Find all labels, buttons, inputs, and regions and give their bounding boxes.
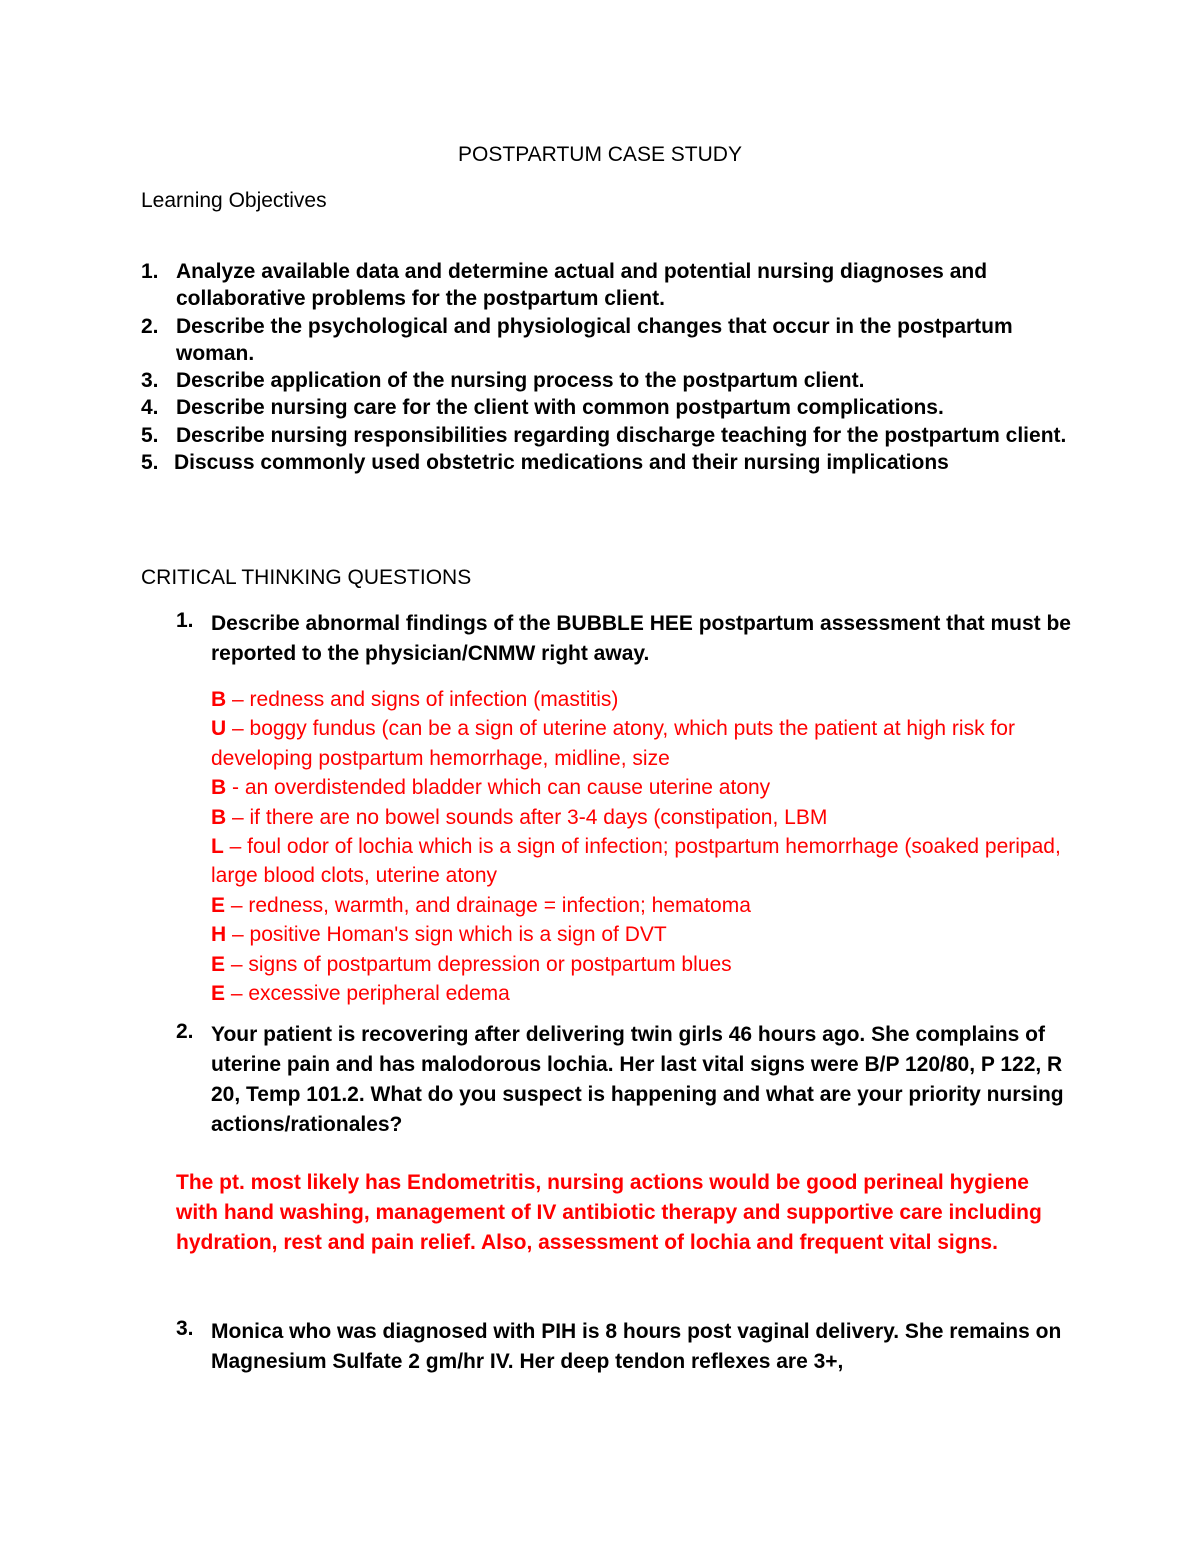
answer-item [211,773,1061,802]
answer-item [211,714,1061,773]
answer-letter: E [211,952,226,976]
questions-heading: CRITICAL THINKING QUESTIONS [141,566,472,589]
question-item [176,1020,1076,1257]
objective-text: Describe nursing care for the client with common postpartum complications. [176,396,944,420]
objectives-list [141,258,1081,476]
answer-item [211,950,1061,979]
answer-text: – if there are no bowel sounds after 3-4 days (constipation, LBM [226,805,828,829]
answer-text: – excessive peripheral edema [225,982,510,1006]
objective-number: 3. [141,369,159,393]
question-text: Your patient is recovering after delivering twin girls 46 hours ago. She complains of uterine pain and has malodorous lochia. Her last vital signs were B/P 120/80, P 122, R 20, Temp 101.2. What do you suspect is happening and what are your priority nursing actions/rationales? [211,1023,1064,1137]
objective-text: Discuss commonly used obstetric medications and their nursing implications [174,451,949,475]
objective-number: 1. [141,260,159,283]
answer-text: – positive Homan's sign which is a sign of DVT [226,923,667,947]
objectives-heading: Learning Objectives [141,189,327,212]
answer-letter: H [211,923,227,947]
answer-list [211,685,1061,1008]
objective-text: Describe application of the nursing process to the postpartum client. [176,369,865,393]
question-number: 1. [176,609,194,632]
answer-letter: B [211,688,227,711]
question-number: 2. [176,1020,194,1044]
objective-item [141,367,1081,394]
answer-letter: E [211,982,226,1006]
answer-item [211,803,1061,832]
answer-item [211,685,1061,714]
answer-text: – redness and signs of infection (mastitis) [226,688,619,711]
objective-item [141,394,1081,421]
question-item [176,1317,1076,1377]
answer-text: – redness, warmth, and drainage = infection; hematoma [225,893,751,917]
answer-item [211,891,1061,920]
objective-text: Describe the psychological and physiological changes that occur in the postpartum woman. [176,314,1013,365]
objective-number: 2. [141,314,159,338]
answer-letter: U [211,717,227,741]
answer-text: – boggy fundus (can be a sign of uterine atony, which puts the patient at high risk for developing postpartum hemorrhage, midline, size [211,717,1015,770]
question-text: Describe abnormal findings of the BUBBLE HEE postpartum assessment that must be reported to the physician/CNMW right away. [211,612,1071,665]
answer-item [211,979,1061,1008]
answer-letter: B [211,776,227,800]
answer-text: – signs of postpartum depression or postpartum blues [225,952,732,976]
answer-item [211,920,1061,949]
objective-item [141,313,1081,368]
question-number: 3. [176,1317,194,1341]
objective-text: Describe nursing responsibilities regarding discharge teaching for the postpartum client. [176,423,1067,447]
answer-text: – foul odor of lochia which is a sign of infection; postpartum hemorrhage (soaked peripad, large blood clots, uterine atony [211,835,1061,888]
question-text: Monica who was diagnosed with PIH is 8 hours post vaginal delivery. She remains on Magnesium Sulfate 2 gm/hr IV. Her deep tendon reflexes are 3+, [211,1320,1062,1374]
objective-item [141,258,1081,313]
objective-number: 5. [141,451,159,475]
objective-number: 5. [141,423,159,447]
answer-letter: E [211,893,226,917]
question-item [176,609,1076,1008]
answer-text: - an overdistended bladder which can cause uterine atony [226,776,771,800]
answer-letter: B [211,805,227,829]
answer-letter: L [211,835,224,859]
document-title: POSTPARTUM CASE STUDY [458,143,742,166]
answer-item [211,832,1061,891]
questions-list [176,609,1076,1377]
objective-number: 4. [141,396,159,420]
objective-text: Analyze available data and determine actual and potential nursing diagnoses and collaborative problems for the postpartum client. [176,260,988,311]
objective-item [141,449,1081,476]
objective-item [141,422,1081,449]
answer-text: The pt. most likely has Endometritis, nursing actions would be good perineal hygiene with hand washing, management of IV antibiotic therapy and supportive care including hydration, rest and pain relief. Also, assessment of lochia and frequent vital signs. [176,1171,1042,1254]
